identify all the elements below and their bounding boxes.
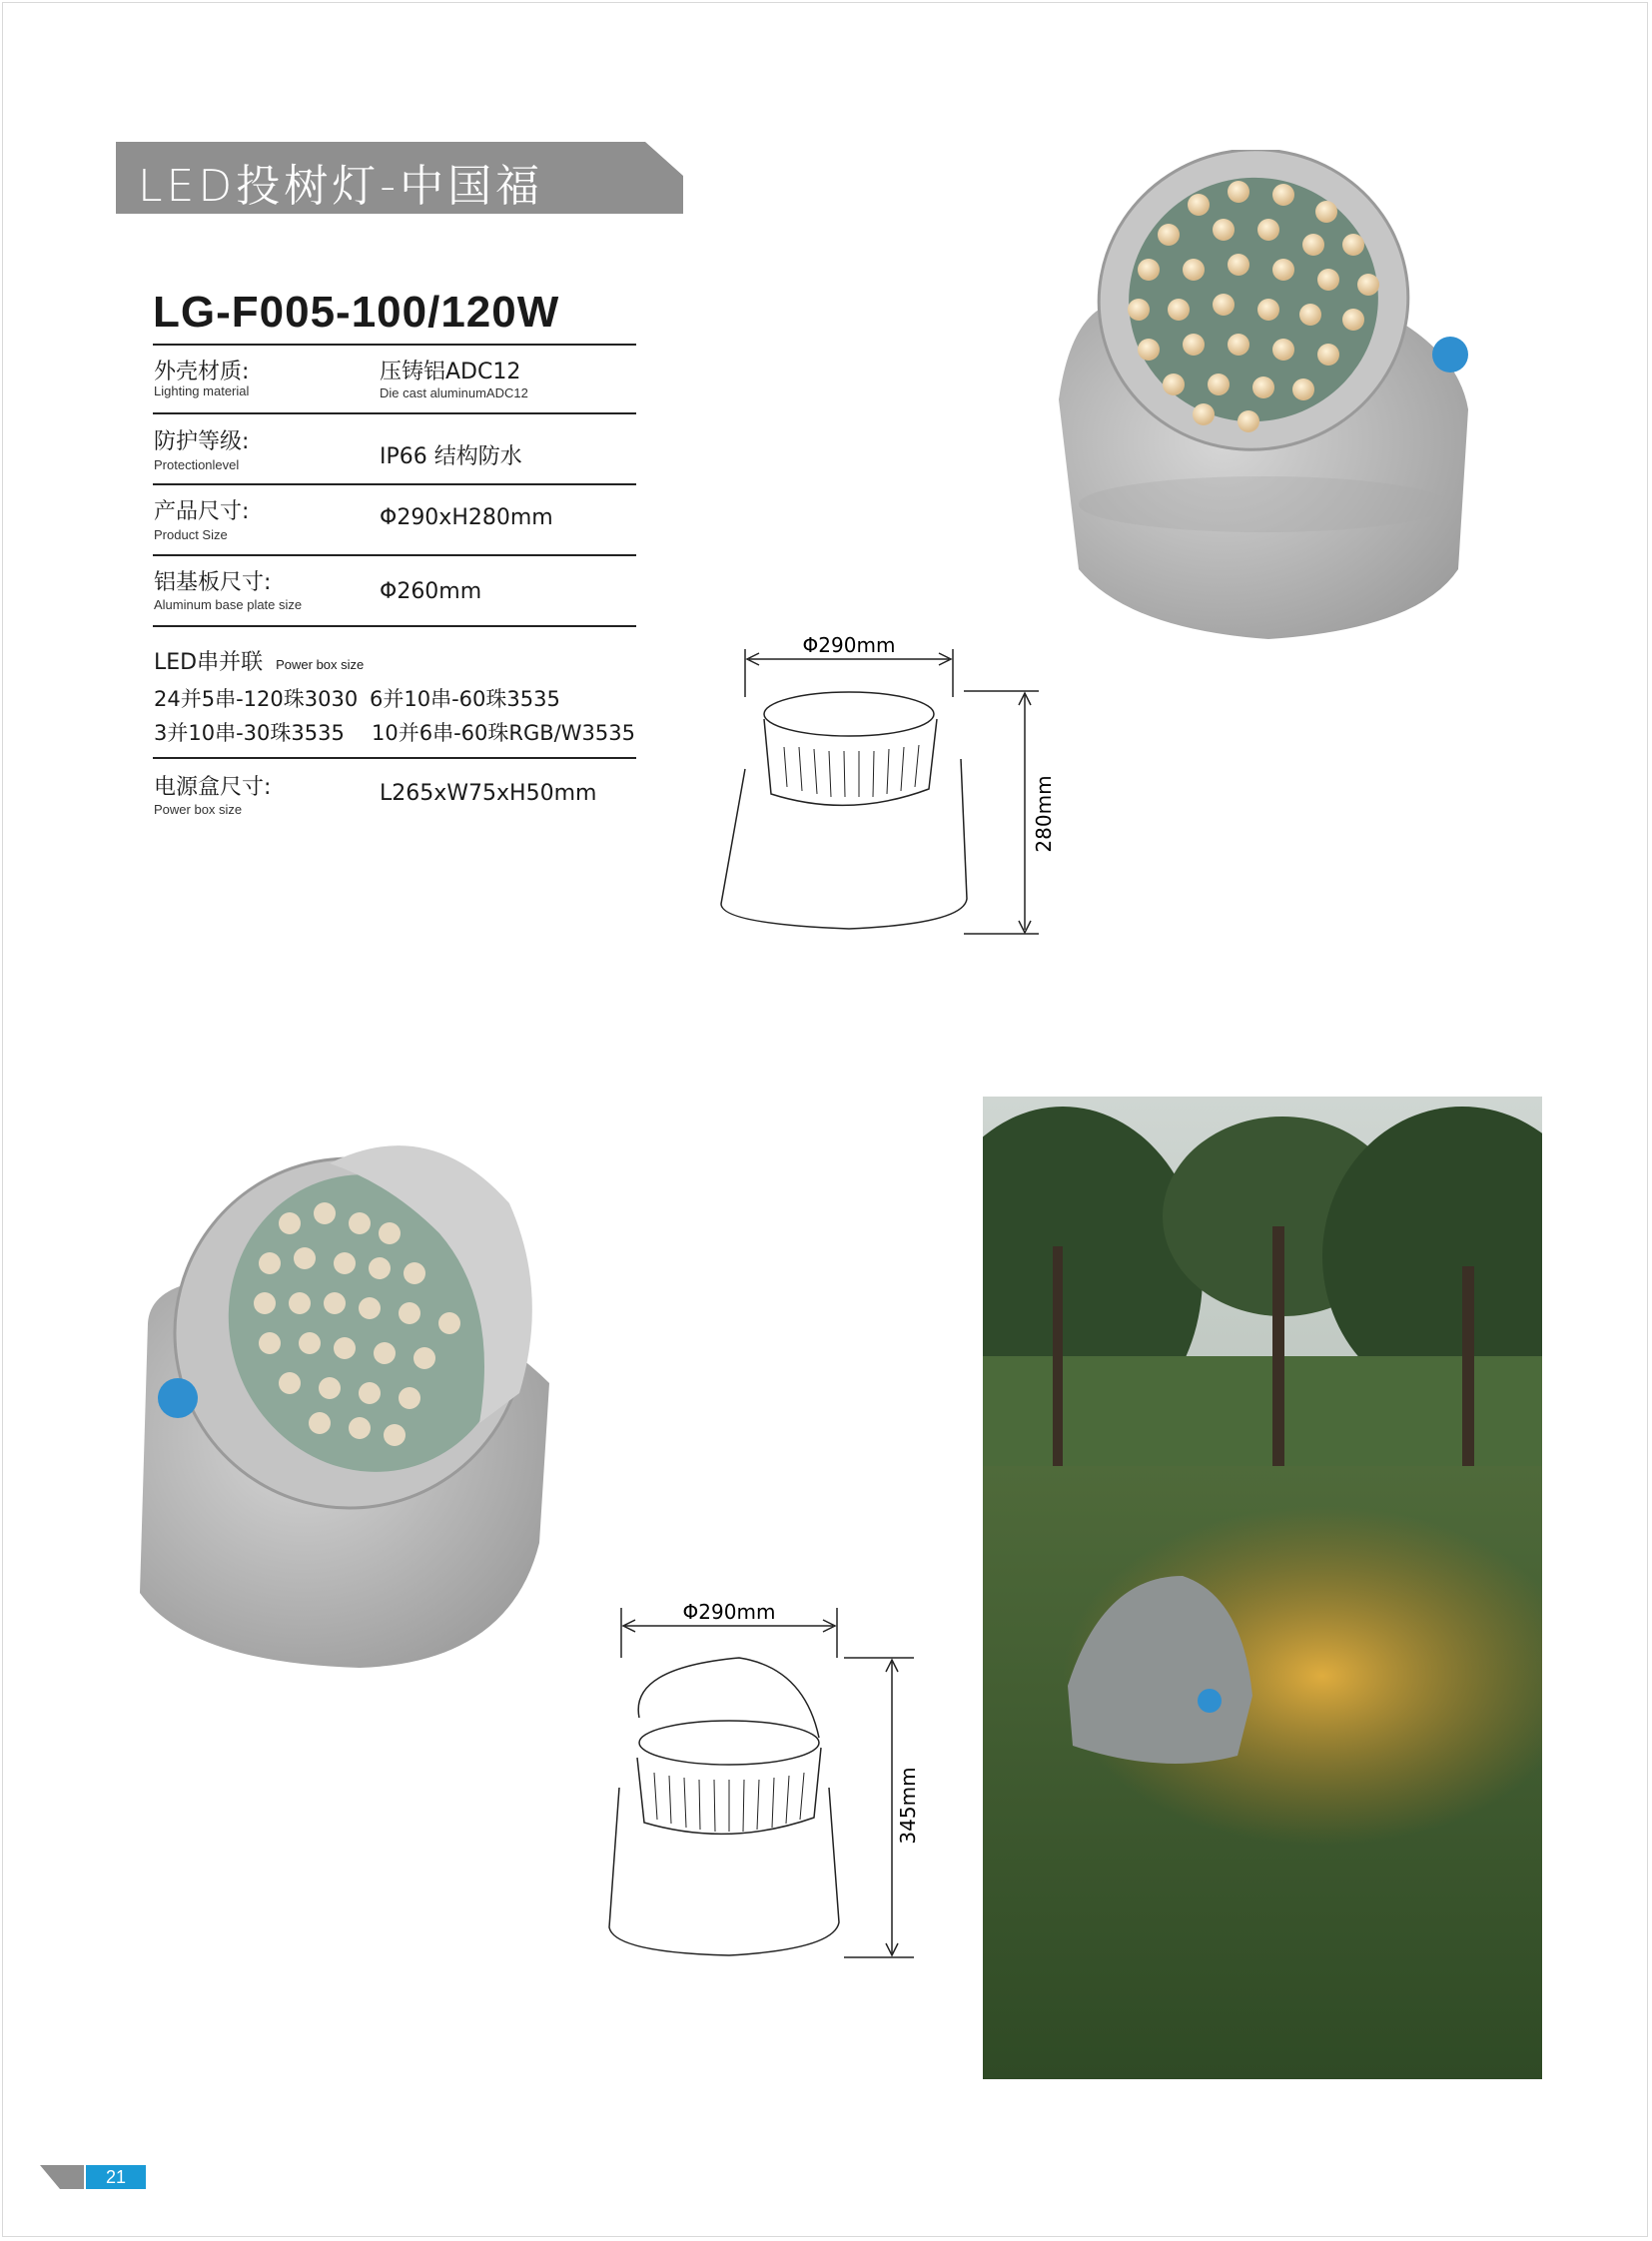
protection-label-en: Protectionlevel [154,457,240,472]
page-title: LED投树灯-中国福 [138,161,544,212]
led-config-2a: 3并10串-30珠3535 [154,721,345,745]
protection-value: IP66 结构防水 [380,444,522,469]
dimension-drawing-top [699,619,1079,939]
lamp-photo-tilted [130,1123,559,1683]
led-label [154,645,364,676]
led-config-1b: 6并10串-60珠3535 [370,687,560,711]
power-box-value: L265xW75xH50mm [380,781,597,806]
power-box-label-en: Power box size [154,802,243,817]
lamp-photo-front [1039,150,1498,649]
material-label-en: Lighting material [154,383,250,398]
divider [153,412,636,414]
page-number: 21 [86,2165,146,2189]
material-value-en: Die cast aluminumADC12 [380,385,528,400]
power-box-label: 电源盒尺寸: [154,775,272,800]
led-label-cn: LED串并联 [154,650,264,675]
dim-diameter-bottom: Φ290mm [682,1600,776,1624]
dim-diameter-top: Φ290mm [802,633,896,657]
dim-height-bottom: 345mm [896,1767,920,1845]
base-plate-label-en: Aluminum base plate size [154,597,303,612]
led-config-2b: 10并6串-60珠RGB/W3535 [372,721,635,745]
size-label-en: Product Size [154,527,228,542]
material-value: 压铸铝ADC12 [380,360,521,384]
dim-height-top: 280mm [1032,775,1056,853]
divider [153,344,636,346]
base-plate-label: 铝基板尺寸: [154,570,272,595]
divider [153,483,636,485]
size-value: Φ290xH280mm [380,505,553,530]
divider [153,554,636,556]
base-plate-value: Φ260mm [380,579,482,604]
size-label: 产品尺寸: [154,499,250,524]
garden-photo [983,1097,1542,2079]
dimension-drawing-bottom [589,1588,929,1967]
protection-label: 防护等级: [154,429,250,454]
material-label: 外壳材质: [154,360,250,384]
model-number: LG-F005-100/120W [153,288,560,337]
led-config-1a: 24并5串-120珠3030 [154,687,359,711]
divider [153,625,636,627]
led-label-en: Power box size [276,657,365,672]
divider [153,757,636,759]
